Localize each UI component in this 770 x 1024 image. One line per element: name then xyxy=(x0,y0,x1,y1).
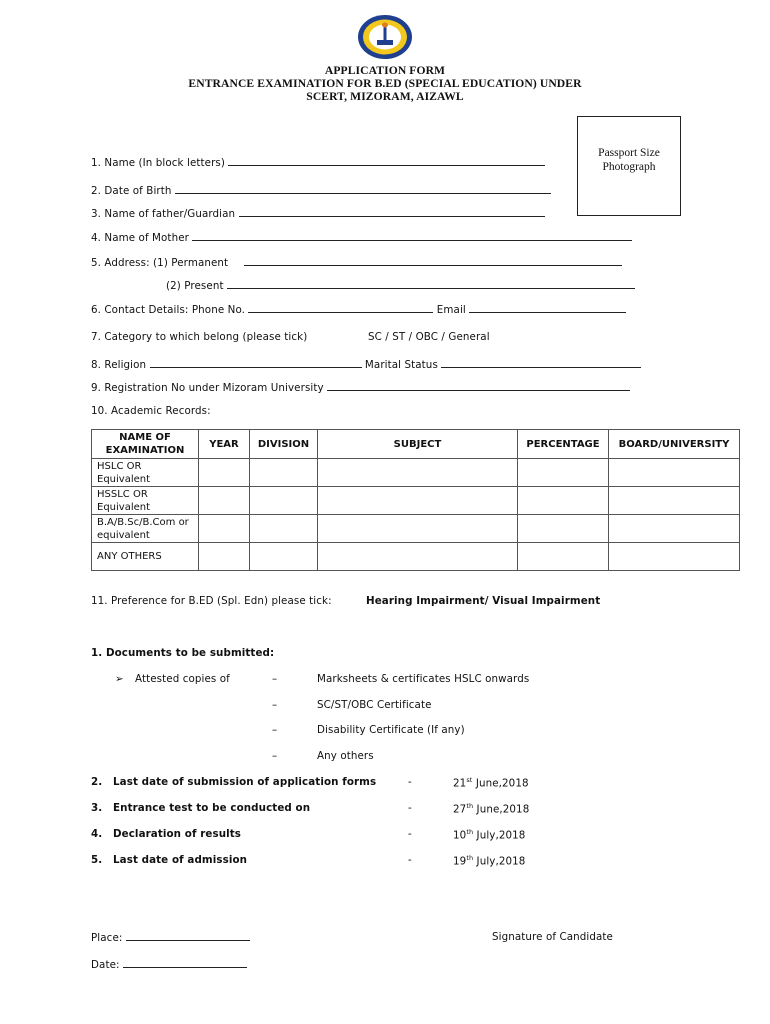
row-label-degree: B.A/B.Sc/B.Com or equivalent xyxy=(92,515,199,543)
date-item-num: 4. xyxy=(91,828,103,840)
table-header-row xyxy=(92,430,740,459)
table-cell[interactable] xyxy=(318,487,518,515)
dash-marker: – xyxy=(272,724,278,736)
father-name-label: 3. Name of father/Guardian xyxy=(91,208,236,220)
registration-line[interactable] xyxy=(327,381,630,391)
table-cell[interactable] xyxy=(609,543,740,571)
arrow-bullet-icon: ➢ xyxy=(115,673,124,685)
date-item-num: 5. xyxy=(91,854,103,866)
date-item-num: 2. xyxy=(91,776,103,788)
name-field[interactable] xyxy=(91,156,545,169)
table-cell[interactable] xyxy=(318,515,518,543)
contact-field[interactable] xyxy=(91,303,626,316)
academic-records-label: 10. Academic Records: xyxy=(91,405,211,417)
table-cell[interactable] xyxy=(250,487,318,515)
registration-label: 9. Registration No under Mizoram University xyxy=(91,382,324,394)
table-cell[interactable] xyxy=(199,487,250,515)
date-item-dash: - xyxy=(408,776,412,788)
dash-marker: – xyxy=(272,750,278,762)
form-subtitle: ENTRANCE EXAMINATION FOR B.ED (SPECIAL EDUCATION) UNDER xyxy=(188,77,582,90)
dob-label: 2. Date of Birth xyxy=(91,185,172,197)
present-address-label: (2) Present xyxy=(166,280,224,292)
category-label: 7. Category to which belong (please tick) xyxy=(91,331,308,343)
table-cell[interactable] xyxy=(518,543,609,571)
form-title: APPLICATION FORM xyxy=(324,64,446,77)
mother-name-field[interactable] xyxy=(91,231,632,244)
marital-status-label: Marital Status xyxy=(364,359,438,371)
academic-records-table xyxy=(91,429,740,571)
table-row xyxy=(92,543,740,571)
date-label: Date: xyxy=(91,959,123,971)
document-item: Any others xyxy=(317,750,374,762)
table-row xyxy=(92,459,740,487)
col-header-year: YEAR xyxy=(199,430,250,459)
documents-heading: 1. Documents to be submitted: xyxy=(91,647,275,659)
date-item-label: Entrance test to be conducted on xyxy=(113,802,311,814)
religion-line[interactable] xyxy=(150,358,362,368)
place-line[interactable] xyxy=(126,931,250,941)
table-cell[interactable] xyxy=(609,515,740,543)
permanent-address-field[interactable] xyxy=(91,256,622,269)
row-label-hsslc: HSSLC OR Equivalent xyxy=(92,487,199,515)
col-header-percentage: PERCENTAGE xyxy=(518,430,609,459)
father-name-line[interactable] xyxy=(239,207,545,217)
row-label-others: ANY OTHERS xyxy=(92,543,199,571)
table-row xyxy=(92,515,740,543)
email-line[interactable] xyxy=(469,303,626,313)
table-row xyxy=(92,487,740,515)
phone-line[interactable] xyxy=(248,303,433,313)
scert-seal-logo xyxy=(357,14,413,60)
document-item: Marksheets & certificates HSLC onwards xyxy=(317,673,530,685)
table-cell[interactable] xyxy=(250,515,318,543)
date-item-dash: - xyxy=(408,828,412,840)
name-label: 1. Name (In block letters) xyxy=(91,157,226,169)
phone-label: 6. Contact Details: Phone No. xyxy=(91,304,246,316)
dash-marker: – xyxy=(272,673,278,685)
dash-marker: – xyxy=(272,699,278,711)
preference-label: 11. Preference for B.ED (Spl. Edn) please tick: xyxy=(91,595,332,607)
signature-label: Signature of Candidate xyxy=(492,931,613,943)
mother-name-line[interactable] xyxy=(192,231,632,241)
permanent-address-line[interactable] xyxy=(244,256,622,266)
present-address-line[interactable] xyxy=(227,279,635,289)
date-item-label: Last date of admission xyxy=(113,854,248,866)
table-cell[interactable] xyxy=(199,459,250,487)
table-cell[interactable] xyxy=(518,459,609,487)
col-header-board: BOARD/UNIVERSITY xyxy=(609,430,740,459)
date-item-dash: - xyxy=(408,854,412,866)
date-item-num: 3. xyxy=(91,802,103,814)
date-item-dash: - xyxy=(408,802,412,814)
photo-label-line1: Passport Size xyxy=(598,147,660,159)
row-label-hslc: HSLC OR Equivalent xyxy=(92,459,199,487)
religion-label: 8. Religion xyxy=(91,359,147,371)
email-label: Email xyxy=(436,304,466,316)
place-field[interactable] xyxy=(91,931,250,944)
passport-photo-box[interactable] xyxy=(577,116,681,216)
dob-field[interactable] xyxy=(91,184,551,197)
form-authority: SCERT, MIZORAM, AIZAWL xyxy=(306,90,464,103)
date-item-label: Declaration of results xyxy=(113,828,242,840)
mother-name-label: 4. Name of Mother xyxy=(91,232,189,244)
date-field[interactable] xyxy=(91,958,247,971)
date-line[interactable] xyxy=(123,958,247,968)
col-header-division: DIVISION xyxy=(250,430,318,459)
name-line[interactable] xyxy=(228,156,545,166)
date-item-value: 19th July,2018 xyxy=(453,854,526,868)
attested-copies-label: Attested copies of xyxy=(135,673,230,685)
preference-options[interactable]: Hearing Impairment/ Visual Impairment xyxy=(366,595,601,607)
col-header-exam: NAME OF EXAMINATION xyxy=(92,430,199,459)
date-item-label: Last date of submission of application forms xyxy=(113,776,377,788)
table-cell[interactable] xyxy=(250,459,318,487)
permanent-address-label: 5. Address: (1) Permanent xyxy=(91,257,229,269)
document-item: Disability Certificate (If any) xyxy=(317,724,465,736)
category-options[interactable]: SC / ST / OBC / General xyxy=(368,331,490,343)
marital-status-line[interactable] xyxy=(441,358,641,368)
place-label: Place: xyxy=(91,932,126,944)
present-address-field[interactable] xyxy=(166,279,635,292)
document-item: SC/ST/OBC Certificate xyxy=(317,699,432,711)
father-name-field[interactable] xyxy=(91,207,545,220)
dob-line[interactable] xyxy=(175,184,551,194)
table-cell[interactable] xyxy=(199,543,250,571)
table-cell[interactable] xyxy=(318,459,518,487)
photo-label-line2: Photograph xyxy=(602,161,656,173)
date-item-value: 10th July,2018 xyxy=(453,828,526,842)
table-cell[interactable] xyxy=(609,459,740,487)
table-cell[interactable] xyxy=(609,487,740,515)
religion-marital-field[interactable] xyxy=(91,358,641,371)
registration-field[interactable] xyxy=(91,381,630,394)
table-cell[interactable] xyxy=(518,487,609,515)
table-cell[interactable] xyxy=(250,543,318,571)
date-item-value: 27th June,2018 xyxy=(453,802,530,816)
col-header-subject: SUBJECT xyxy=(318,430,518,459)
table-cell[interactable] xyxy=(518,515,609,543)
table-cell[interactable] xyxy=(318,543,518,571)
table-cell[interactable] xyxy=(199,515,250,543)
date-item-value: 21st June,2018 xyxy=(453,776,529,790)
